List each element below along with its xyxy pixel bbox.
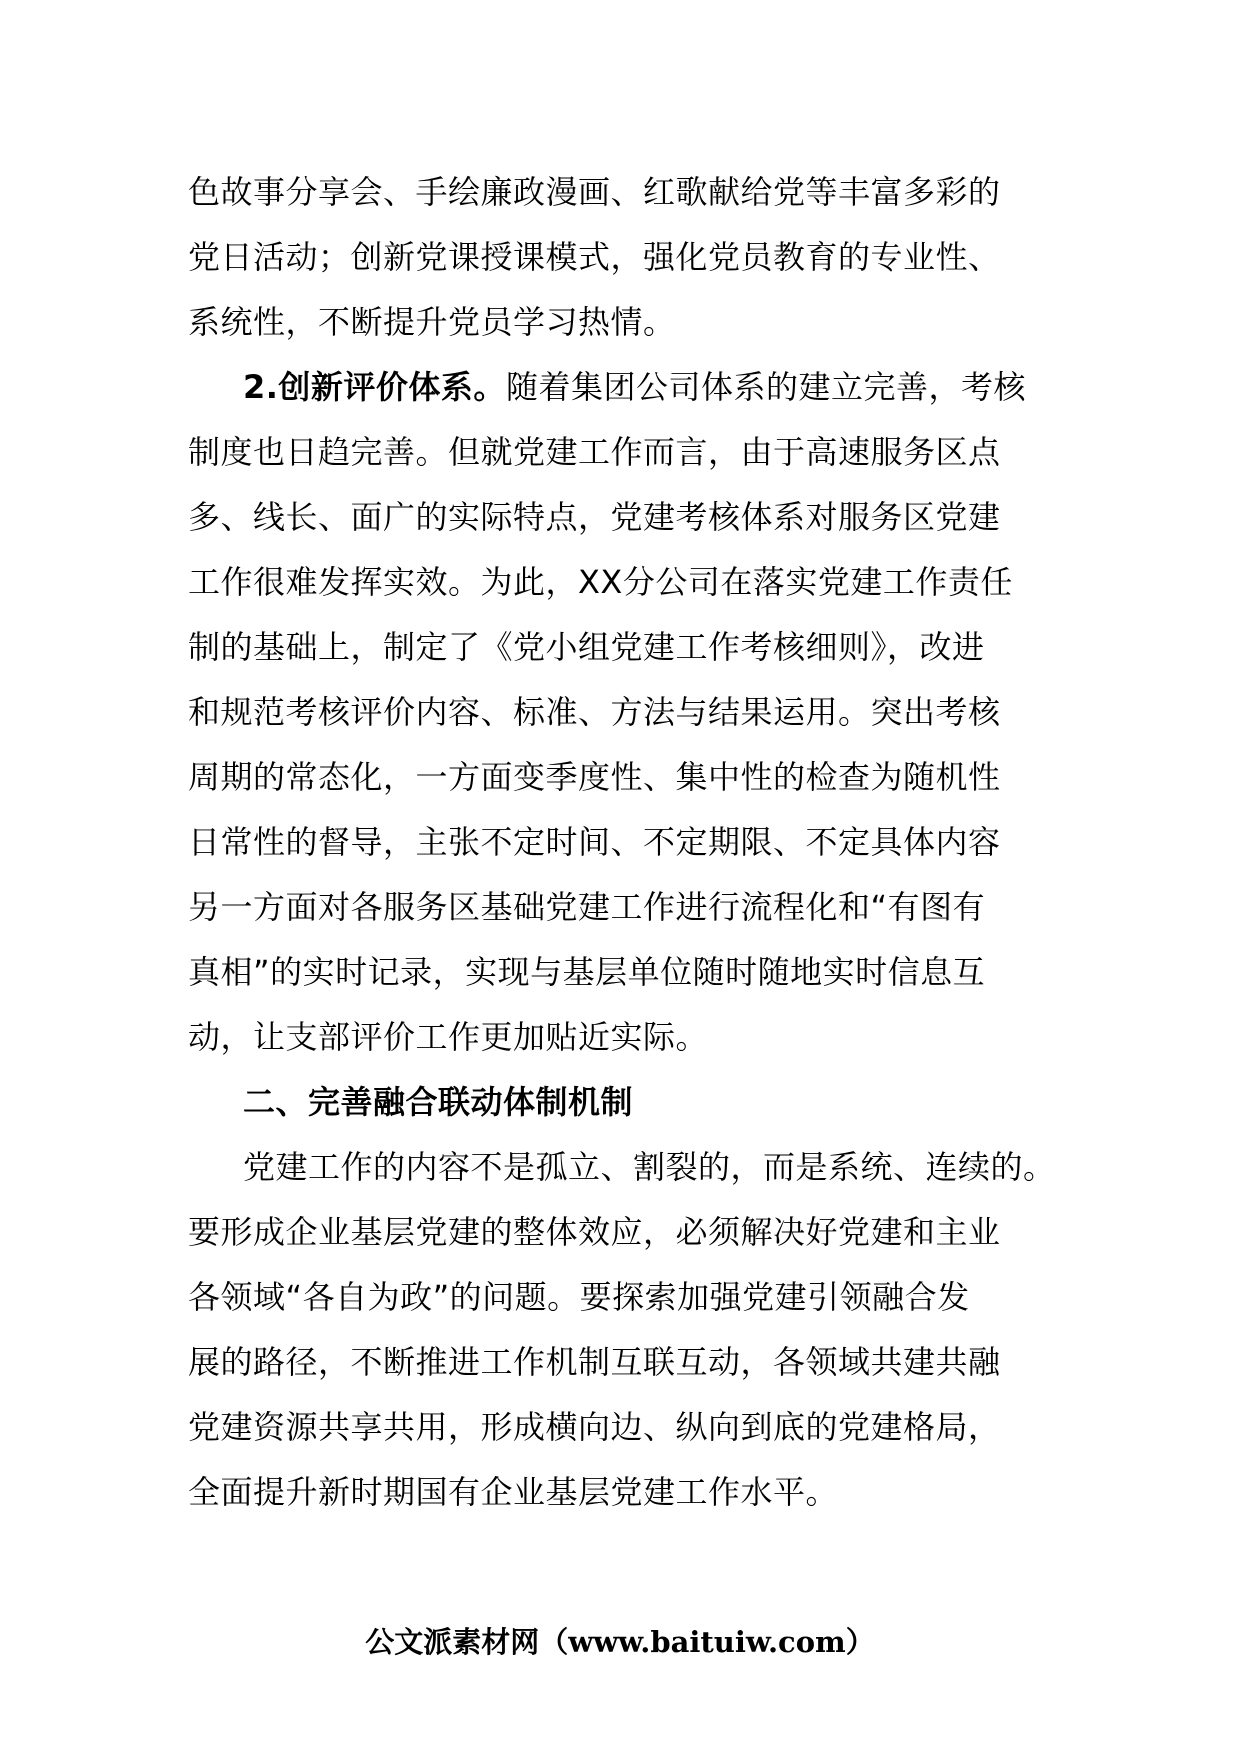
chapter-2-heading: 二、完善融合联动体制机制 xyxy=(243,1083,634,1121)
paragraph-line: 党建资源共享共用，形成横向边、纵向到底的党建格局， xyxy=(188,1408,1001,1446)
section-2-first-line xyxy=(188,355,1068,420)
footer-source: 公文派素材网（www.baituiw.com） xyxy=(365,1625,875,1659)
paragraph-line: 系统性，不断提升党员学习热情。 xyxy=(188,303,676,341)
paragraph-line: 各领域“各自为政”的问题。要探索加强党建引领融合发 xyxy=(188,1278,970,1316)
document-body xyxy=(188,160,1068,1525)
paragraph-line: 和规范考核评价内容、标准、方法与结果运用。突出考核 xyxy=(188,693,1001,731)
paragraph-line: 周期的常态化，一方面变季度性、集中性的检查为随机性 xyxy=(188,758,1001,796)
paragraph-line: 真相”的实时记录，实现与基层单位随时随地实时信息互 xyxy=(188,953,986,991)
paragraph-line: 工作很难发挥实效。为此，XX分公司在落实党建工作责任 xyxy=(188,563,1013,601)
paragraph-line: 多、线长、面广的实际特点，党建考核体系对服务区党建 xyxy=(188,498,1001,536)
paragraph-line: 另一方面对各服务区基础党建工作进行流程化和“有图有 xyxy=(188,888,986,926)
chapter-2-first-line: 党建工作的内容不是孤立、割裂的，而是系统、连续的。 xyxy=(243,1148,1056,1186)
paragraph-line: 展的路径，不断推进工作机制互联互动，各领域共建共融 xyxy=(188,1343,1001,1381)
paragraph-line: 制度也日趋完善。但就党建工作而言，由于高速服务区点 xyxy=(188,433,1001,471)
paragraph-line: 色故事分享会、手绘廉政漫画、红歌献给党等丰富多彩的 xyxy=(188,173,1001,211)
paragraph-line: 日常性的督导，主张不定时间、不定期限、不定具体内容 xyxy=(188,823,1001,861)
section-2-heading: 2.创新评价体系。 xyxy=(243,368,506,406)
paragraph-line: 党日活动；创新党课授课模式，强化党员教育的专业性、 xyxy=(188,238,1001,276)
section-2-first-line-text: 随着集团公司体系的建立完善，考核 xyxy=(505,368,1026,406)
paragraph-line: 制的基础上，制定了《党小组党建工作考核细则》，改进 xyxy=(188,628,985,666)
paragraph-line: 全面提升新时期国有企业基层党建工作水平。 xyxy=(188,1473,839,1511)
paragraph-line: 动，让支部评价工作更加贴近实际。 xyxy=(188,1018,709,1056)
paragraph-line: 要形成企业基层党建的整体效应，必须解决好党建和主业 xyxy=(188,1213,1001,1251)
